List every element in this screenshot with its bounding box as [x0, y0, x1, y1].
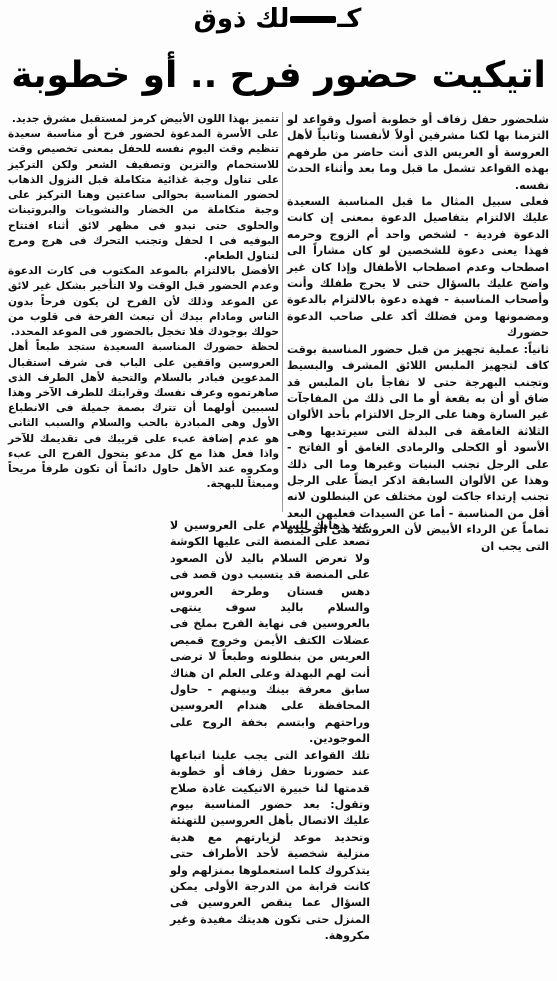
- paragraph: على الأسرة المدعوة لحضور فرح أو مناسبة سعيدة تنظيم وقت اليوم نفسه للحفل بمعنى تخصيص وقت للاستحمام والتزين وتصفيف الشعر ولكن التركيز على تناول وجبة غذائية متكاملة قبل النزول الذهاب لحضور المناسبة بحوالى ساعتين وهنا التركيز على وجبة متكاملة من الخضار والنشويات والبروتينات والحلوى حتى تبدو فى مظهر لائق أثناء افتتاح البوفيه فى ا لحفل وتجنب التحرك فى هرج ومرج لتناول الطعام.: [8, 128, 279, 262]
- paragraph: تلك القواعد التى يجب علينا اتباعها عند حضورنا حفل زفاف أو خطوبة قدمتها لنا خبيرة الاتيكيت غادة صلاح وتقول: بعد حضور المناسبة بيوم عليك الاتصال بأهل العروسين للتهنئة وتحديد موعد لزيارتهم مع هدية منزلية شخصية لأحد الأطراف حتى يتذكروك كلما استعملوها بمنزلهم ولو كانت قرابة من الدرجة الأولى يمكن السؤال عما ينقص العروسين فى المنزل حتى تكون هديتك مفيدة وغير مكروهة.: [170, 748, 370, 943]
- paragraph: عند ذهابك للسلام على العروسين لا تصعد على المنصة التى عليها الكوشة ولا تعرض السلام باليد لأن الصعود على المنصة قد يتسبب دون قصد فى دهس فستان وطرحة العروس والسلام باليد سوف ينتهى بالعروسين فى نهاية الفرح بملخ فى عضلات الكتف الأيمن وخروج قميص العريس من بنطلونه وطبعاً لا ترضى أنت لهم البهدلة وعلى العلم ان هناك سابق معرفة بينك وبينهم - حاول المحافظة على هندام العروسين وراحتهم وابتسم بخفة الروح على الموجودين.: [170, 519, 370, 746]
- kicker-dash: [290, 16, 336, 23]
- column-divider: [282, 112, 283, 512]
- article-column-left: [8, 112, 279, 492]
- paragraph: فعلى سبيل المثال ما قبل المناسبة السعيدة عليك الالتزام بتفاصيل الدعوة بمعنى إن كانت الدعوة فردية - لشخص واحد أم الزوج وحرمه فهذا يعنى دعوة للشخصين لو كان مشاراً الى اصطحاب وعدم اصطحاب الأطفال وإذا كان غير واضح عليك بالسؤال حتى لا يحرج طفلك وأنت وأصحاب المناسبة - فهذه دعوة بالالتزام بالدعوة ومضمونها ومن فضلك أكد على صاحب الدعوة حضورك: [287, 195, 549, 340]
- kicker-right-text: لك ذوق: [193, 4, 290, 34]
- kicker-left-text: كـ: [337, 4, 362, 34]
- paragraph: لحظة حضورك المناسبة السعيدة ستجد طبعاً أهل العروسين واقفين على الباب فى شرف استقبال المدعوين فبادر بالسلام والتحية لأهل الطرف الذى صاهرتموه وعرف نفسك وقرابتك للطرف الآخر وهذا لسببين أولهما أن تترك بصمة جميلة فى الانطباع الأول وهى المبادرة بالحب والسلام والسبب الثانى هو عدم إضافة عبء على قريبك فى تقديمك للآخر واذا فعل هذا مع كل مدعو يتحول الفرح الى عبء ومكروه عند الأهل حاول دائماً أن تكون طرفاً مريحاً ومبعثاً للبهجة.: [8, 341, 279, 491]
- paragraph: شلحضور حفل زفاف أو خطوبة أصول وقواعد لو التزمنا بها لكنا مشرفين أولاً لأنفسنا وثانياً لأهل العروسة أو العريس الذى أنت حاضر من طرفهم بهذه القواعد تشمل ما قبل وما بعد وأثناء الحدث نفسه.: [287, 113, 549, 192]
- article-column-right: [287, 112, 549, 555]
- section-kicker: [170, 2, 385, 36]
- article-headline: اتيكيت حضور فرح .. أو خطوبة: [11, 55, 546, 96]
- paragraph: ثانياً: عملية تجهيز من قبل حضور المناسبة بوقت كاف لتجهيز الملبس اللائق المشرف والبسيط وتجنب البهرجة حتى لا تفاجأ بان الملبس قد ضاق أو أن به بقعة أو ما الى ذلك من المفاجآت غير السارة وهنا على الرجل الالتزام بأحد الألوان الثلاثة الغامقة فى البدلة التى سيرتديها وهى الأسود أو الكحلى والرمادى الغامق أو الفاتح - على الرجل تجنب البنيات وغيرها وما الى ذلك وهذا عن الألوان السابقة اذكر ايضاً على الرجل تجنب إرتداء جاكت لون مختلف عن البنطلون لانه أقل من المناسبة - أما عن السيدات فعليهن البعد تماماً عن الرداء الأبيض لأن العروسة هى الوحيدة التى يجب ان: [287, 342, 549, 553]
- paragraph: تتميز بهذا اللون الأبيض كرمز لمستقبل مشرق جديد.: [11, 113, 279, 125]
- article-column-lower: [170, 518, 370, 945]
- paragraph: الأفضل بالالتزام بالموعد المكتوب فى كارت الدعوة وعدم الحضور قبل الوقت ولا التأخير بشكل غير لائق عن الموعد وذلك لأن الفرح لن يكون فرحاً بدون الناس ومادام بيدك أن تبعث الفرحة فى قلوب من حولك بوجودك فلا تخجل بالحضور فى الموعد المحدد.: [8, 265, 279, 339]
